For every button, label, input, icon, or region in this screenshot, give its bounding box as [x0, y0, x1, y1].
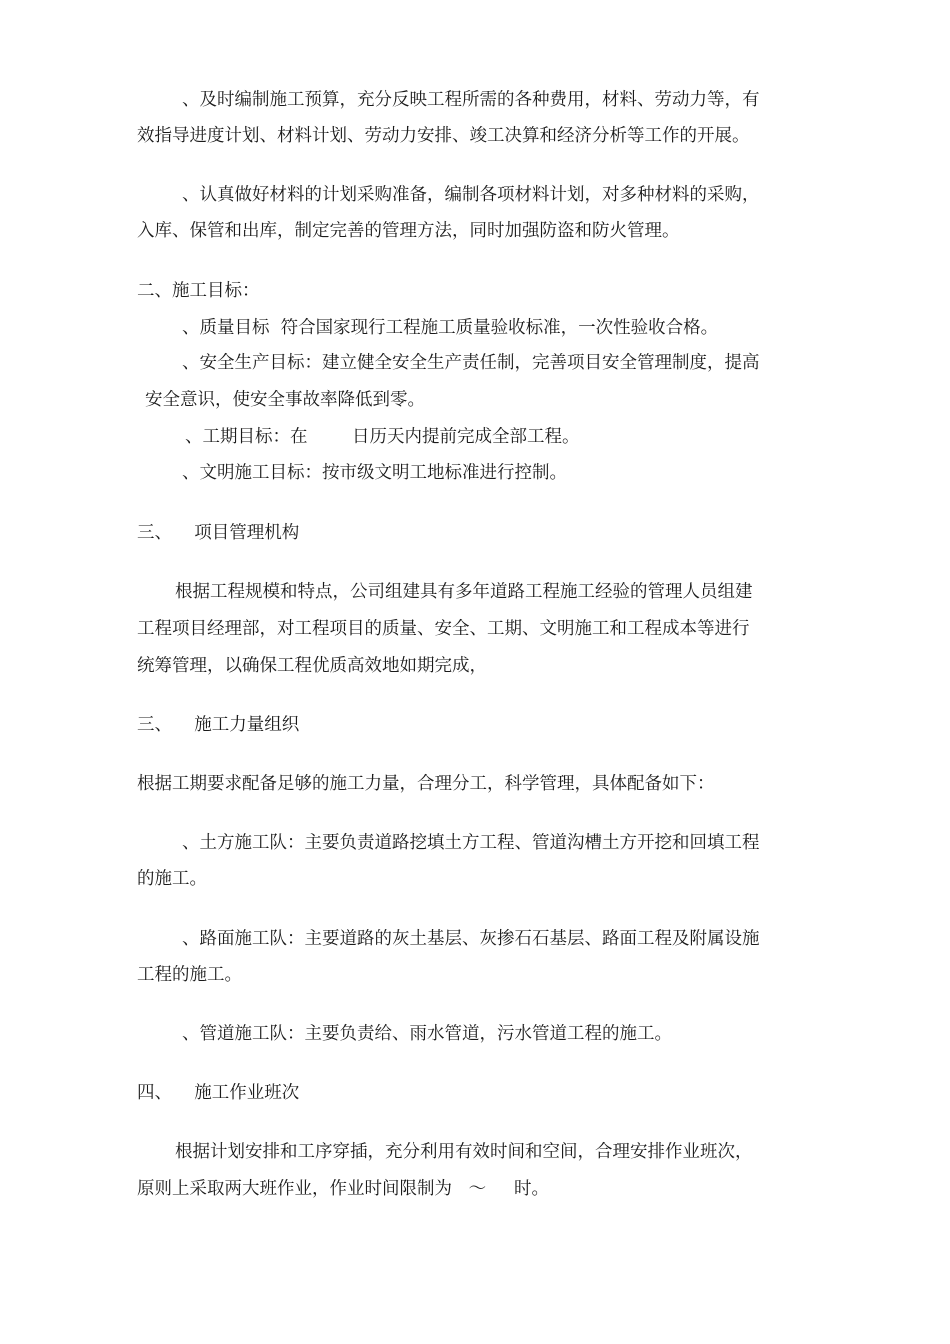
paragraph-1-line-1: 、及时编制施工预算，充分反映工程所需的各种费用，材料、劳动力等，有 — [182, 90, 760, 110]
workforce-intro: 根据工期要求配备足够的施工力量，合理分工，科学管理，具体配备如下： — [137, 774, 715, 794]
section-heading-management: 三、 项目管理机构 — [137, 523, 300, 543]
shifts-line-1: 根据计划安排和工序穿插，充分利用有效时间和空间，合理安排作业班次， — [175, 1142, 753, 1162]
paragraph-1-line-2: 效指导进度计划、材料计划、劳动力安排、竣工决算和经济分析等工作的开展。 — [137, 126, 750, 146]
paragraph-2-line-2: 入库、保管和出库，制定完善的管理方法，同时加强防盗和防火管理。 — [137, 221, 680, 241]
earthwork-team-line-1: 、土方施工队：主要负责道路挖填土方工程、管道沟槽土方开挖和回填工程 — [182, 833, 760, 853]
goal-safety-line-1: 、安全生产目标：建立健全安全生产责任制，完善项目安全管理制度，提高 — [182, 353, 760, 373]
goal-civilized-construction: 、文明施工目标：按市级文明工地标准进行控制。 — [182, 463, 567, 483]
section-heading-workforce: 三、 施工力量组织 — [137, 715, 300, 735]
goal-schedule: 、工期目标：在 日历天内提前完成全部工程。 — [185, 427, 580, 447]
management-line-2: 工程项目经理部，对工程项目的质量、安全、工期、文明施工和工程成本等进行 — [137, 619, 750, 639]
section-heading-goals: 二、施工目标： — [137, 281, 260, 301]
earthwork-team-line-2: 的施工。 — [137, 869, 207, 889]
paragraph-2-line-1: 、认真做好材料的计划采购准备，编制各项材料计划，对多种材料的采购， — [182, 185, 760, 205]
management-line-3: 统筹管理，以确保工程优质高效地如期完成， — [137, 656, 487, 676]
section-heading-shifts: 四、 施工作业班次 — [137, 1083, 300, 1103]
pipeline-team: 、管道施工队：主要负责给、雨水管道，污水管道工程的施工。 — [182, 1024, 672, 1044]
shifts-line-2: 原则上采取两大班作业，作业时间限制为 ～ 时。 — [137, 1179, 550, 1199]
pavement-team-line-2: 工程的施工。 — [137, 965, 242, 985]
goal-safety-line-2: 安全意识，使安全事故率降低到零。 — [145, 390, 425, 410]
pavement-team-line-1: 、路面施工队：主要道路的灰土基层、灰掺石石基层、路面工程及附属设施 — [182, 929, 760, 949]
management-line-1: 根据工程规模和特点，公司组建具有多年道路工程施工经验的管理人员组建 — [175, 582, 753, 602]
goal-quality: 、质量目标 符合国家现行工程施工质量验收标准，一次性验收合格。 — [182, 318, 719, 338]
